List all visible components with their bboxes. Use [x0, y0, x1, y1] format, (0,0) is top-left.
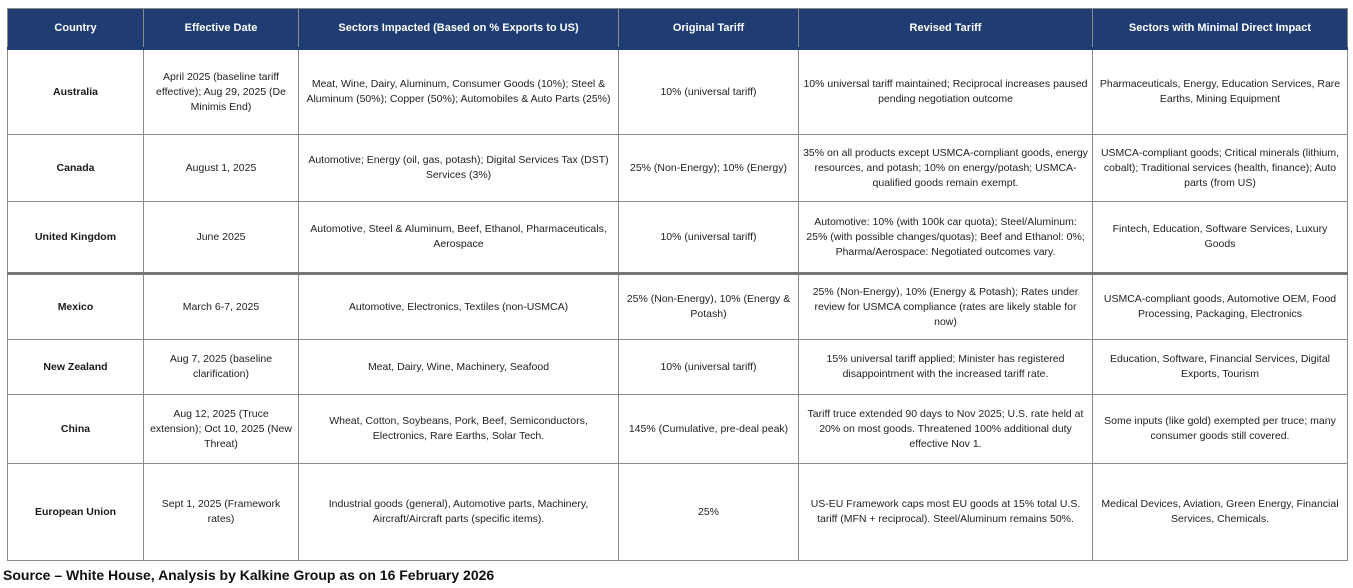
sectors-impacted-cell: Meat, Wine, Dairy, Aluminum, Consumer Goods (10%); Steel & Aluminum (50%); Copper (50%); Automobiles & Auto Parts (25%) — [299, 49, 619, 135]
tariff-table-container — [7, 8, 1347, 561]
revised-tariff-cell: US-EU Framework caps most EU goods at 15% total U.S. tariff (MFN + reciprocal). Steel/Aluminum remains 50%. — [799, 464, 1093, 561]
table-row — [8, 49, 1348, 135]
minimal-impact-cell: Medical Devices, Aviation, Green Energy, Financial Services, Chemicals. — [1093, 464, 1348, 561]
revised-tariff-cell: 25% (Non-Energy), 10% (Energy & Potash); Rates under review for USMCA compliance (rates are likely stable for now) — [799, 274, 1093, 340]
minimal-impact-cell: USMCA-compliant goods, Automotive OEM, Food Processing, Packaging, Electronics — [1093, 274, 1348, 340]
effective-date-cell: Aug 12, 2025 (Truce extension); Oct 10, 2025 (New Threat) — [144, 395, 299, 464]
sectors-impacted-cell: Meat, Dairy, Wine, Machinery, Seafood — [299, 340, 619, 395]
table-row — [8, 395, 1348, 464]
revised-tariff-cell: 10% universal tariff maintained; Reciprocal increases paused pending negotiation outcome — [799, 49, 1093, 135]
table-row — [8, 202, 1348, 274]
effective-date-cell: April 2025 (baseline tariff effective); Aug 29, 2025 (De Minimis End) — [144, 49, 299, 135]
table-row — [8, 135, 1348, 202]
country-cell: Canada — [8, 135, 144, 202]
revised-tariff-cell: 15% universal tariff applied; Minister has registered disappointment with the increased tariff rate. — [799, 340, 1093, 395]
country-cell: Australia — [8, 49, 144, 135]
original-tariff-cell: 145% (Cumulative, pre-deal peak) — [619, 395, 799, 464]
original-tariff-cell: 25% — [619, 464, 799, 561]
minimal-impact-cell: Pharmaceuticals, Energy, Education Services, Rare Earths, Mining Equipment — [1093, 49, 1348, 135]
tariff-table — [7, 8, 1348, 561]
country-cell: China — [8, 395, 144, 464]
original-tariff-cell: 25% (Non-Energy); 10% (Energy) — [619, 135, 799, 202]
column-header-sectors-impacted: Sectors Impacted (Based on % Exports to US) — [299, 9, 619, 49]
effective-date-cell: August 1, 2025 — [144, 135, 299, 202]
original-tariff-cell: 10% (universal tariff) — [619, 202, 799, 274]
original-tariff-cell: 10% (universal tariff) — [619, 340, 799, 395]
column-header-effective-date: Effective Date — [144, 9, 299, 49]
effective-date-cell: March 6-7, 2025 — [144, 274, 299, 340]
minimal-impact-cell: Some inputs (like gold) exempted per truce; many consumer goods still covered. — [1093, 395, 1348, 464]
column-header-revised-tariff: Revised Tariff — [799, 9, 1093, 49]
revised-tariff-cell: Automotive: 10% (with 100k car quota); Steel/Aluminum: 25% (with possible changes/quotas); Beef and Ethanol: 0%; Pharma/Aerospace: Negotiated outcomes vary. — [799, 202, 1093, 274]
sectors-impacted-cell: Industrial goods (general), Automotive parts, Machinery, Aircraft/Aircraft parts (specific items). — [299, 464, 619, 561]
effective-date-cell: Aug 7, 2025 (baseline clarification) — [144, 340, 299, 395]
column-header-minimal-impact: Sectors with Minimal Direct Impact — [1093, 9, 1348, 49]
revised-tariff-cell: 35% on all products except USMCA-compliant goods, energy resources, and potash; 10% on energy/potash; USMCA-qualified goods remain exempt. — [799, 135, 1093, 202]
original-tariff-cell: 10% (universal tariff) — [619, 49, 799, 135]
table-row — [8, 464, 1348, 561]
table-row — [8, 274, 1348, 340]
sectors-impacted-cell: Wheat, Cotton, Soybeans, Pork, Beef, Semiconductors, Electronics, Rare Earths, Solar Tech. — [299, 395, 619, 464]
column-header-country: Country — [8, 9, 144, 49]
minimal-impact-cell: Fintech, Education, Software Services, Luxury Goods — [1093, 202, 1348, 274]
country-cell: European Union — [8, 464, 144, 561]
sectors-impacted-cell: Automotive, Steel & Aluminum, Beef, Ethanol, Pharmaceuticals, Aerospace — [299, 202, 619, 274]
column-header-original-tariff: Original Tariff — [619, 9, 799, 49]
country-cell: New Zealand — [8, 340, 144, 395]
sectors-impacted-cell: Automotive; Energy (oil, gas, potash); Digital Services Tax (DST) Services (3%) — [299, 135, 619, 202]
table-row — [8, 340, 1348, 395]
minimal-impact-cell: USMCA-compliant goods; Critical minerals (lithium, cobalt); Traditional services (health, finance); Auto parts (from US) — [1093, 135, 1348, 202]
country-cell: Mexico — [8, 274, 144, 340]
minimal-impact-cell: Education, Software, Financial Services, Digital Exports, Tourism — [1093, 340, 1348, 395]
original-tariff-cell: 25% (Non-Energy), 10% (Energy & Potash) — [619, 274, 799, 340]
country-cell: United Kingdom — [8, 202, 144, 274]
effective-date-cell: Sept 1, 2025 (Framework rates) — [144, 464, 299, 561]
effective-date-cell: June 2025 — [144, 202, 299, 274]
table-header-row — [8, 9, 1348, 49]
revised-tariff-cell: Tariff truce extended 90 days to Nov 2025; U.S. rate held at 20% on most goods. Threatened 100% additional duty effective Nov 1. — [799, 395, 1093, 464]
sectors-impacted-cell: Automotive, Electronics, Textiles (non-USMCA) — [299, 274, 619, 340]
source-caption: Source – White House, Analysis by Kalkine Group as on 16 February 2026 — [3, 567, 495, 583]
